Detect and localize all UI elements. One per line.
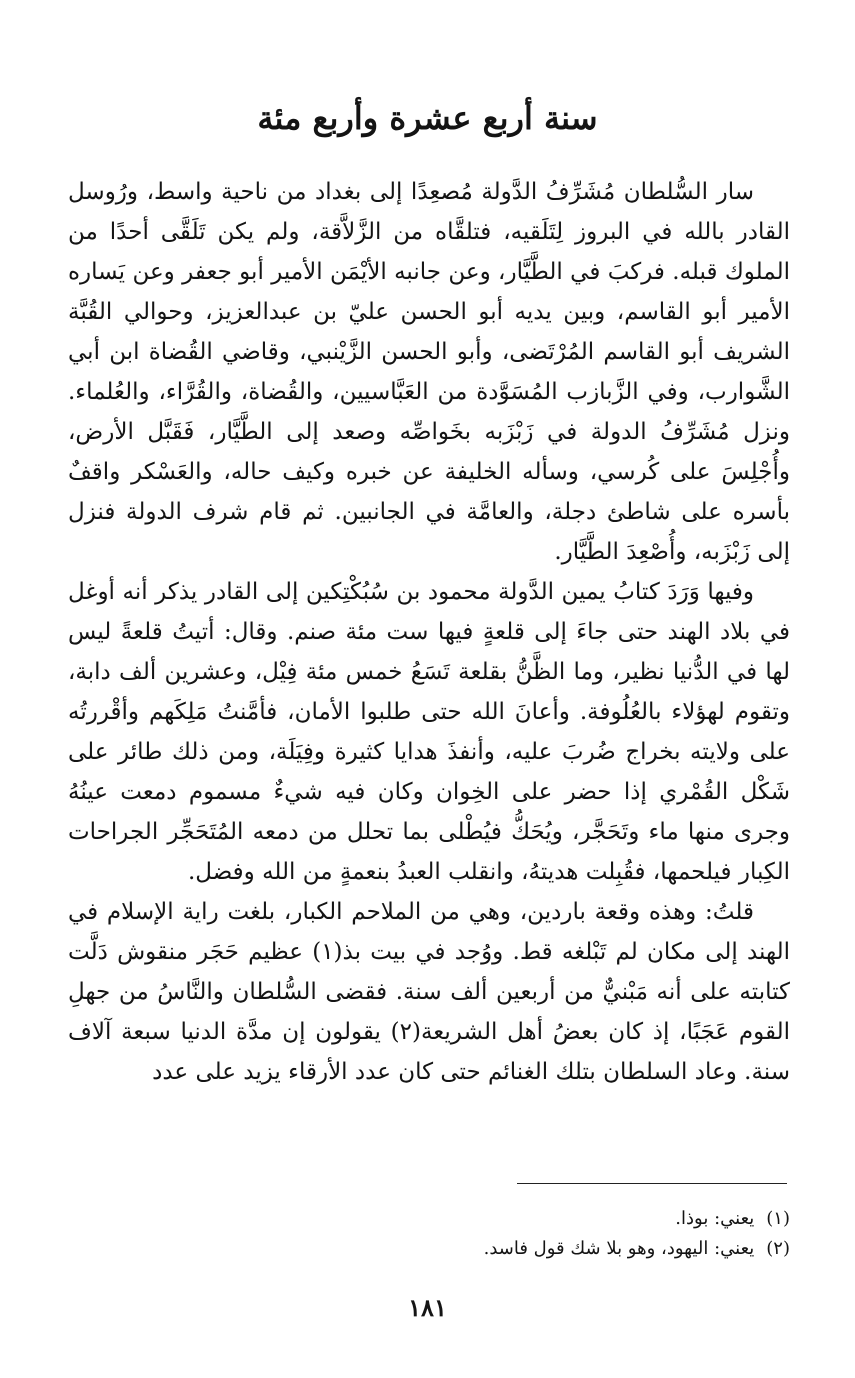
page-number: ١٨١ [408, 1293, 447, 1322]
footnote-2 [68, 1234, 790, 1264]
footnote-number: (١) [766, 1208, 790, 1229]
paragraph-1: سار السُّلطان مُشَرِّفُ الدَّولة مُصعِدًا إلى بغداد من ناحية واسط، ورُوسل القادر بالله في البروز لِتَلَقيه، فتلقَّاه من الزَّلاَّقة، ولم يكن تَلَقَّى أحدًا من الملوك قبله. فركبَ في الطَّيَّار، وعن جانبه الأيْمَن الأمير أبو جعفر وعن يَساره الأمير أبو القاسم، وبين يديه أبو الحسن عليّ بن عبدالعزيز، وحوالي القُبَّة الشريف أبو القاسم المُرْتَضى، وأبو الحسن الزَّيْنبي، وقاضي القُضاة ابن أبي الشَّوارب، وفي الزَّبازب المُسَوَّدة من العَبَّاسيين، والقُضاة، والقُرَّاء، والعُلماء. ونزل مُشَرِّفُ الدولة في زَبْزَبه بخَواصِّه وصعد إلى الطَّيَّار، فَقَبَّل الأرض، وأُجْلِسَ على كُرسي، وسأله الخليفة عن خبره وكيف حاله، والعَسْكر واقفٌ بأسره على شاطئ دجلة، والعامَّة في الجانبين. ثم قام شرف الدولة فنزل إلى زَبْزَبه، وأُصْعِدَ الطَّيَّار. [68, 179, 790, 565]
main-text [68, 172, 790, 1092]
footnote-divider [517, 1183, 787, 1184]
paragraph-2: وفيها وَرَدَ كتابُ يمين الدَّولة محمود بن سُبُكْتِكين إلى القادر يذكر أنه أوغل في بلاد الهند حتى جاءَ إلى قلعةٍ فيها ست مئة صنم. وقال: أتيتُ قلعةً ليس لها في الدُّنيا نظير، وما الظَّنُّ بقلعة تَسَعُ خمس مئة فِيْل، وعشرين ألف دابة، وتقوم لهؤلاء بالعُلُوفة. وأعانَ الله حتى طلبوا الأمان، فأمَّنتُ مَلِكَهم وأقْررتُه على ولايته بخراج ضُربَ عليه، وأنفذَ هدايا كثيرة وفِيَلَة، ومن ذلك طائر على شَكْل القُمْري إذا حضر على الخِوان وكان فيه شيءٌ مسموم دمعت عينُهُ وجرى منها ماء وتَحَجَّر، ويُحَكُّ فيُطْلى بما تحلل من دمعه المُتَحَجِّر الجراحات الكِبار فيلحمها، فقُبِلت هديتهُ، وانقلب العبدُ بنعمةٍ من الله وفضل. [68, 579, 790, 885]
footnote-text: يعني: اليهود، وهو بلا شك قول فاسد. [483, 1238, 755, 1259]
footnotes [68, 1204, 790, 1264]
footnote-1 [68, 1204, 790, 1234]
footnote-number: (٢) [766, 1238, 790, 1259]
page-title: سنة أربع عشرة وأربع مئة [257, 99, 598, 137]
footnote-text: يعني: بوذا. [675, 1208, 755, 1229]
paragraph-3: قلتُ: وهذه وقعة باردين، وهي من الملاحم الكبار، بلغت راية الإسلام في الهند إلى مكان لم تَبْلغه قط. ووُجد في بيت بذ(١) عظيم حَجَر منقوش دَلَّت كتابته على أنه مَبْنيٌّ من أربعين ألف سنة. فقضى السُّلطان والنَّاسُ من جهلِ القوم عَجَبًا، إذ كان بعضُ أهل الشريعة(٢) يقولون إن مدَّة الدنيا سبعة آلاف سنة. وعاد السلطان بتلك الغنائم حتى كان عدد الأرقاء يزيد على عدد [68, 899, 791, 1085]
